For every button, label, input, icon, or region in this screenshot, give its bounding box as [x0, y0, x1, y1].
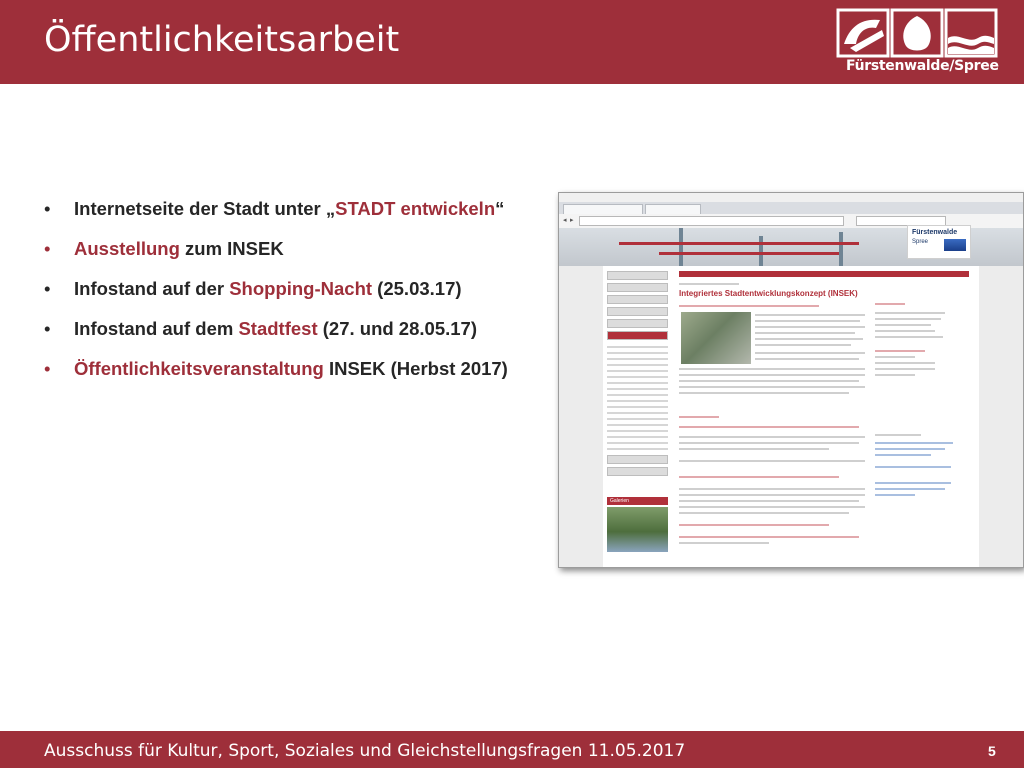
bullet-marker: •	[44, 198, 51, 219]
bullet-item: • Infostand auf dem Stadtfest (27. und 28.05.17)	[44, 310, 544, 347]
gallery-heading: Galerien	[607, 497, 668, 505]
site-logo: Fürstenwalde Spree	[907, 225, 971, 259]
nav-subitems	[607, 343, 668, 451]
contact-heading	[875, 303, 905, 305]
page-number: 5	[988, 743, 996, 759]
site-page	[559, 266, 1024, 568]
footer-text: Ausschuss für Kultur, Sport, Soziales und Gleichstellungsfragen 11.05.2017	[44, 741, 686, 761]
browser-menubar	[559, 193, 1023, 202]
bullet-marker: •	[44, 318, 51, 339]
forward-icon: ▸	[570, 217, 574, 224]
news-heading	[679, 416, 719, 418]
map-thumbnail	[681, 312, 751, 364]
back-icon: ◂	[563, 217, 567, 224]
wave-icon	[944, 239, 966, 251]
nav-item	[607, 467, 668, 476]
section-heading	[679, 305, 819, 307]
bullet-item: • Ausstellung zum INSEK	[44, 230, 544, 267]
nav-item	[607, 271, 668, 280]
nav-item	[607, 283, 668, 292]
nav-item	[607, 319, 668, 328]
slide-title: Öffentlichkeitsarbeit	[44, 20, 400, 60]
bullet-list	[44, 190, 544, 390]
logo-caption: Fürstenwalde/Spree	[846, 58, 999, 74]
nav-item	[607, 307, 668, 316]
breadcrumb	[679, 283, 739, 285]
bullet-marker: •	[44, 278, 51, 299]
site-left-nav	[607, 271, 668, 479]
site-page-heading: Integriertes Stadtentwicklungskonzept (INSEK)	[679, 289, 858, 298]
bullet-item: • Internetseite der Stadt unter „STADT entwickeln“	[44, 190, 544, 227]
website-screenshot	[558, 192, 1024, 568]
gallery-image	[607, 507, 668, 552]
site-content	[603, 266, 979, 568]
browser-tab	[563, 204, 643, 214]
url-field	[579, 216, 844, 226]
bullet-item: • Öffentlichkeitsveranstaltung INSEK (Herbst 2017)	[44, 350, 544, 387]
nav-item	[607, 295, 668, 304]
browser-tab	[645, 204, 701, 214]
site-notice-strip	[679, 271, 969, 277]
nav-item	[607, 455, 668, 464]
bullet-item: • Infostand auf der Shopping-Nacht (25.03.17)	[44, 270, 544, 307]
bullet-marker: •	[44, 358, 51, 379]
bullet-marker: •	[44, 238, 51, 259]
nav-item-active	[607, 331, 668, 340]
browser-tabs	[559, 202, 1023, 214]
